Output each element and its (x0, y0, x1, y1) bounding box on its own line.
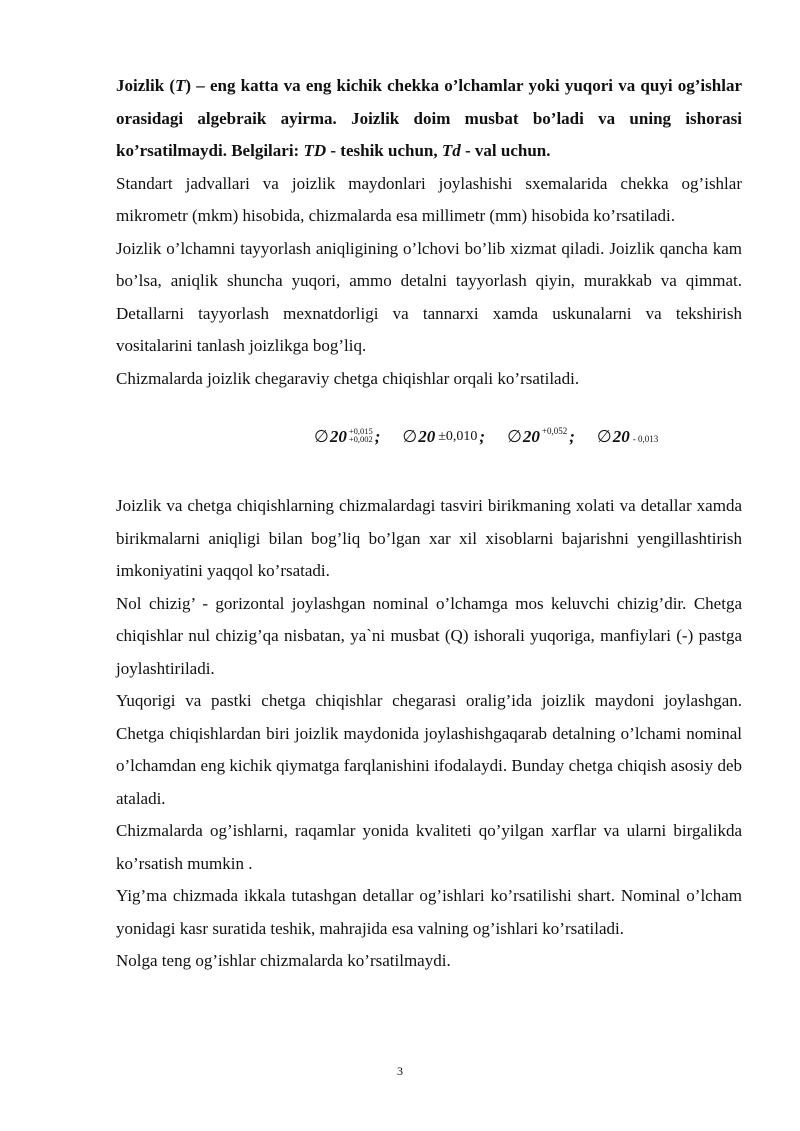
definition-text-2: ) – eng katta va eng kichik chekka o’lchamlar yoki yuqori va quyi og’ishlar orasidagi algebraik ayirma. Joizlik doim musbat bo’ladi va uning ishorasi ko’rsatilmaydi. Belgilari: (116, 76, 742, 160)
formula-1-nominal: 20 (329, 427, 347, 446)
formula-separator: ; (479, 427, 486, 446)
formula-separator: ; (569, 427, 575, 446)
page-body (116, 70, 742, 978)
tolerance-symbol: T (175, 76, 186, 95)
formula-1 (314, 427, 380, 447)
paragraph-precision: Joizlik o’lchamni tayyorlash aniqligining o’lchovi bo’lib xizmat qiladi. Joizlik qancha kam bo’lsa, aniqlik shuncha yuqori, ammo detalni tayyorlash qiyin, murakkab va qimmat. Detallarni tayyorlash mexnatdorligi va tannarxi xamda uskunalarni va tekshirish vositalarini tanlash joizlikga bog’liq. (116, 238, 742, 355)
formula-3-nominal: 20 (522, 427, 540, 446)
paragraph-representation: Joizlik va chetga chiqishlarning chizmalardagi tasviri birikmaning xolati va detallar xamda birikmalarni aniqligi bilan bog’liq bo’lgan xar xil xisoblarni bajarishni yengillashtirish imkoniyatini yaqqol ko’rsatadi. (116, 496, 742, 580)
formula-1-lower: +0,002 (348, 434, 373, 444)
definition-text-3: - teshik uchun, (326, 141, 442, 160)
formula-separator: ; (374, 427, 381, 446)
paragraph-tolerance-field: Yuqorigi va pastki chetga chiqishlar chegarasi oralig’ida joizlik maydoni joylashgan. Chetga chiqishlardan biri joizlik maydonida joylashishgaqarab detalning o’lchami nominal o’lchamdan eng kichik qiymatga farqlanishini ifodalaydi. Bunday chetga chiqish asosiy deb ataladi. (116, 691, 742, 808)
paragraph-qualities: Chizmalarda og’ishlarni, raqamlar yonida kvaliteti qo’yilgan xarflar va ularni birgalikda ko’rsatish mumkin . (116, 821, 742, 873)
formula-2-deviation: ±0,010 (438, 429, 478, 444)
definition-paragraph (116, 70, 742, 168)
formula-2 (402, 427, 485, 447)
tolerance-formulas (116, 412, 742, 462)
paragraph-units: Standart jadvallari va joizlik maydonlari joylashishi sxemalarida chekka og’ishlar mikrometr (mkm) hisobida, chizmalarda esa millimetr (mm) hisobida ko’rsatiladi. (116, 173, 742, 225)
formula-4-lower: - 0,013 (632, 434, 659, 444)
hole-tolerance-symbol: TD (303, 141, 327, 160)
formula-1-deviations (349, 427, 373, 443)
formula-3-upper: +0,052 (541, 426, 568, 436)
shaft-tolerance-symbol: Td (441, 141, 461, 160)
definition-text-4: - val uchun. (460, 141, 551, 160)
formula-4-nominal: 20 (612, 427, 630, 446)
paragraph-zero-deviations: Nolga teng og’ishlar chizmalarda ko’rsatilmaydi. (116, 951, 451, 970)
diameter-icon: ∅ (314, 427, 329, 446)
formula-2-nominal: 20 (418, 427, 436, 446)
paragraph-zero-line: Nol chizig’ - gorizontal joylashgan nominal o’lchamga mos keluvchi chizig’dir. Chetga chiqishlar nul chizig’qa nisbatan, ya`ni musbat (Q) ishorali yuqoriga, manfiylari (-) pastga joylashtiriladi. (116, 593, 742, 678)
paragraph-assembly: Yig’ma chizmada ikkala tutashgan detallar og’ishlari ko’rsatilishi shart. Nominal o’lcham yonidagi kasr suratida teshik, mahrajida esa valning og’ishlari ko’rsatiladi. (116, 886, 742, 938)
page-number: 3 (397, 1064, 403, 1078)
paragraph-drawings: Chizmalarda joizlik chegaraviy chetga chiqishlar orqali ko’rsatiladi. (116, 368, 580, 388)
diameter-icon: ∅ (402, 427, 418, 446)
diameter-icon: ∅ (596, 427, 612, 446)
diameter-icon: ∅ (507, 427, 522, 446)
formula-1-upper: +0,015 (348, 426, 373, 436)
formula-3 (507, 427, 575, 447)
definition-text-1: Joizlik ( (116, 76, 176, 95)
formula-4 (597, 427, 658, 447)
